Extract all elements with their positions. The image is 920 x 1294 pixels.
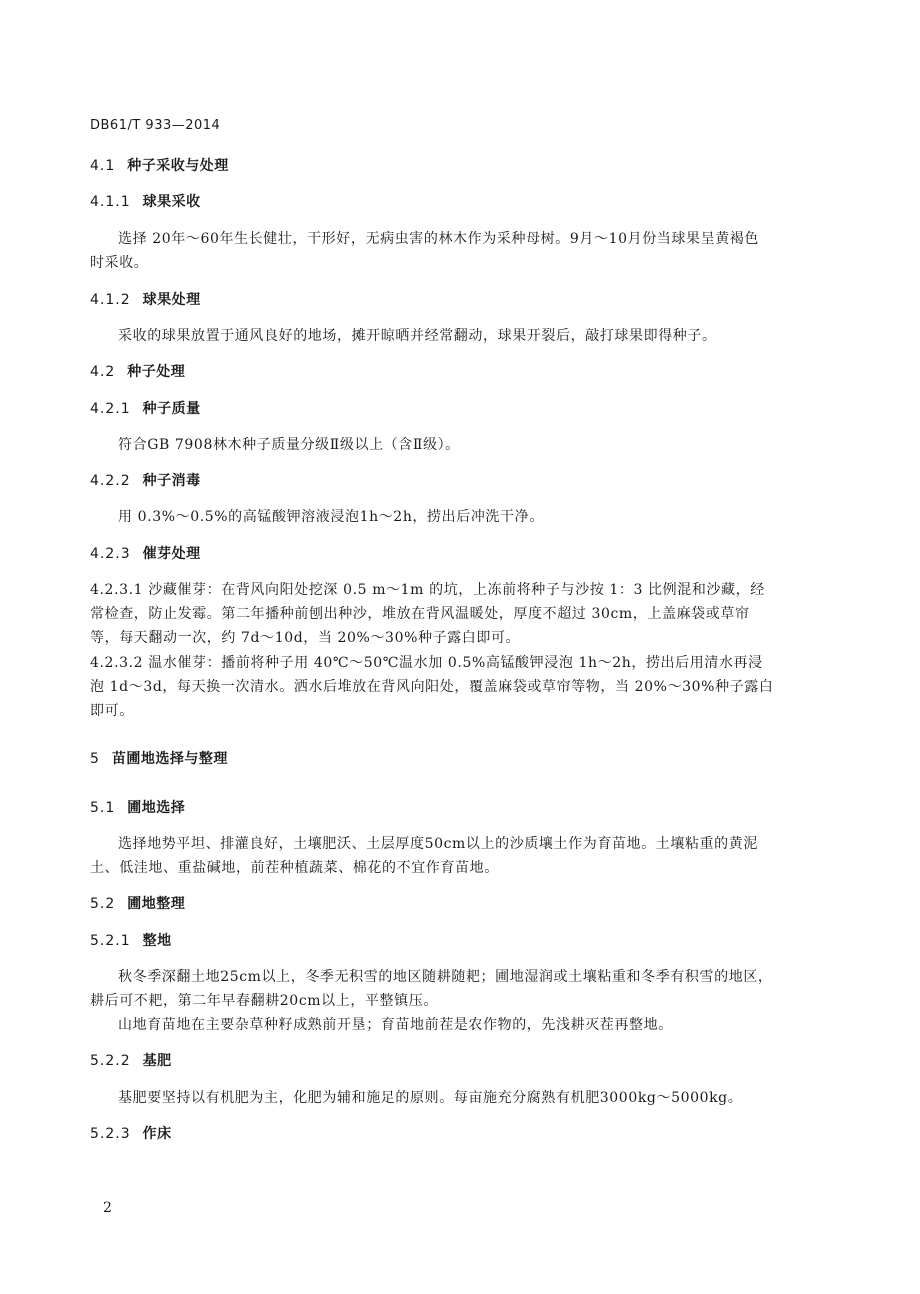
section-title: 苗圃地选择与整理 [111,751,228,767]
section-heading [90,1050,172,1070]
body-text-line: 即可。 [90,703,134,719]
body-text-line: 常检查，防止发霉。第二年播种前刨出种沙，堆放在背风温暖处，厚度不超过 30cm，上盖麻袋或草帘 [90,606,750,622]
section-title: 种子质量 [142,401,201,417]
body-text-line: 泡 1d～3d，每天换一次清水。洒水后堆放在背风向阳处，覆盖麻袋或草帘等物，当 20%～30%种子露白 [90,679,774,695]
section-number: 4.2 [90,364,116,380]
section-number: 4.2.3 [90,546,131,562]
section-title: 催芽处理 [142,546,201,562]
section-heading [90,361,185,381]
document-id: DB61/T 933—2014 [90,118,221,133]
section-number: 4.2.2 [90,473,131,489]
section-heading [90,748,228,768]
body-text-line: 秋冬季深翻土地25cm以上，冬季无积雪的地区随耕随耙；圃地湿润或土壤粘重和冬季有积雪的地区， [118,969,773,985]
section-title: 作床 [142,1126,172,1142]
section-number: 5.2.3 [90,1126,131,1142]
body-text-line: 土、低洼地、重盐碱地，前茬种植蔬菜、棉花的不宜作育苗地。 [90,860,499,876]
section-number: 4.1.2 [90,292,131,308]
body-text-line: 用 0.3%～0.5%的高锰酸钾溶液浸泡1h～2h，捞出后冲洗干净。 [118,509,544,525]
section-heading [90,470,201,490]
section-number: 4.1 [90,158,116,174]
section-title: 种子消毒 [142,473,201,489]
section-heading [90,893,185,913]
body-text-line: 选择地势平坦、排灌良好，土壤肥沃、土层厚度50cm以上的沙质壤土作为育苗地。土壤粘重的黄泥 [118,836,758,852]
section-title: 球果采收 [142,194,201,210]
section-title: 圃地整理 [127,896,186,912]
section-number: 5.2.1 [90,933,131,949]
section-number: 5 [90,751,100,767]
section-title: 整地 [142,933,172,949]
section-title: 基肥 [142,1053,172,1069]
section-heading [90,797,185,817]
section-title: 圃地选择 [127,800,186,816]
section-heading [90,191,201,211]
body-text-line: 时采收。 [90,255,149,271]
section-number: 4.1.1 [90,194,131,210]
body-text-line: 等，每天翻动一次，约 7d～10d，当 20%～30%种子露白即可。 [90,630,521,646]
section-title: 种子处理 [127,364,186,380]
section-number: 5.1 [90,800,116,816]
body-text-line: 4.2.3.1 沙藏催芽：在背风向阳处挖深 0.5 m～1m 的坑，上冻前将种子与沙按 1：3 比例混和沙藏，经 [90,582,765,598]
body-text-line: 符合GB 7908林木种子质量分级Ⅱ级以上（含Ⅱ级）。 [118,437,460,453]
section-title: 球果处理 [142,292,201,308]
section-heading [90,1123,172,1143]
section-number: 5.2 [90,896,116,912]
section-number: 4.2.1 [90,401,131,417]
body-text-line: 4.2.3.2 温水催芽：播前将种子用 40℃～50℃温水加 0.5%高锰酸钾浸泡 1h～2h，捞出后用清水再浸 [90,655,763,671]
body-text-line: 采收的球果放置于通风良好的地场，摊开晾晒并经常翻动，球果开裂后，敲打球果即得种子。 [118,328,717,344]
section-heading [90,155,229,175]
body-text-line: 选择 20年～60年生长健壮，干形好，无病虫害的林木作为采种母树。9月～10月份当球果呈黄褐色 [118,231,759,247]
body-text-line: 基肥要坚持以有机肥为主，化肥为辅和施足的原则。每亩施充分腐熟有机肥3000kg～5000kg。 [118,1090,743,1106]
page-number: 2 [103,1200,112,1216]
section-number: 5.2.2 [90,1053,131,1069]
body-text-line: 山地育苗地在主要杂草种籽成熟前开垦；育苗地前茬是农作物的，先浅耕灭茬再整地。 [118,1017,673,1033]
body-text-line: 耕后可不耙，第二年早春翻耕20cm以上，平整镇压。 [90,993,438,1009]
section-heading [90,398,201,418]
section-heading [90,543,201,563]
section-title: 种子采收与处理 [127,158,229,174]
section-heading [90,289,201,309]
section-heading [90,930,172,950]
